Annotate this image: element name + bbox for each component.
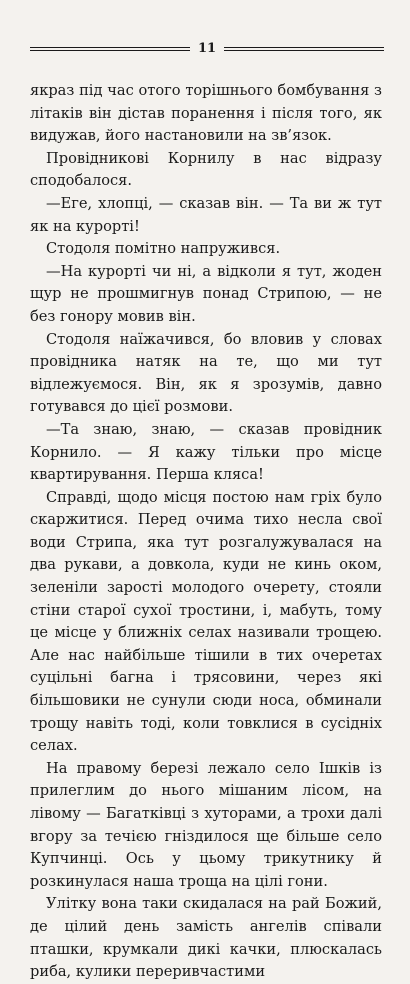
paragraph: —Еге, хлопці, — сказав він. — Та ви ж тут як на курорті! <box>30 194 382 235</box>
paragraph: Справді, щодо місця постою нам гріх було скаржитися. Перед очима тихо несла свої води Стрипа, яка тут розгалужувалася на два рукави, а довкола, куди не кинь оком, зеленіли зарості молодого очерету, стояли стіни старої сухої тростини, і, мабуть, тому це місце у ближніх селах називали трощею. Але нас найбільше тішили в тих очеретах суцільні багна і трясовини, через які більшовики не сунули сюди носа, обминали трощу навіть тоді, коли товклися в сусідніх селах. <box>30 488 382 755</box>
page-number: 11 <box>197 41 217 56</box>
paragraph: На правому березі лежало село Ішків із прилеглим до нього мішаним лісом, на лівому — Багатківці з хуторами, а трохи далі вгору за течією гніздилося ще більше село Купчинці. Ось у цьому трикутнику й розкинулася наша троща на цілі гони. <box>30 759 382 890</box>
paragraph: Стодоля наїжачився, бо вловив у словах провідника натяк на те, що ми тут відлежуємося. Він, як я зрозумів, давно готувався до цієї розмови. <box>30 330 382 416</box>
paragraph: Стодоля помітно напружився. <box>46 240 281 258</box>
page-header <box>30 42 384 58</box>
paragraph: —Та знаю, знаю, — сказав провідник Корнило. — Я кажу тільки про місце квартирування. Перша кляса! <box>30 420 382 484</box>
paragraph: Провідникові Корнилу в нас відразу сподобалося. <box>30 149 382 190</box>
header-rule-right <box>224 47 384 51</box>
body-text <box>30 80 382 984</box>
paragraph: якраз під час отого торішнього бомбування з літаків він дістав поранення і після того, як видужав, його настановили на зв’язок. <box>30 82 382 145</box>
paragraph: —На курорті чи ні, а відколи я тут, жоден щур не прошмигнув понад Стрипою, — не без гонору мовив він. <box>30 262 382 325</box>
paragraph: Улітку вона таки скидалася на рай Божий, де цілий день замість ангелів співали пташки, крумкали дикі качки, плюскалась риба, кулики переривчастими <box>30 895 382 981</box>
